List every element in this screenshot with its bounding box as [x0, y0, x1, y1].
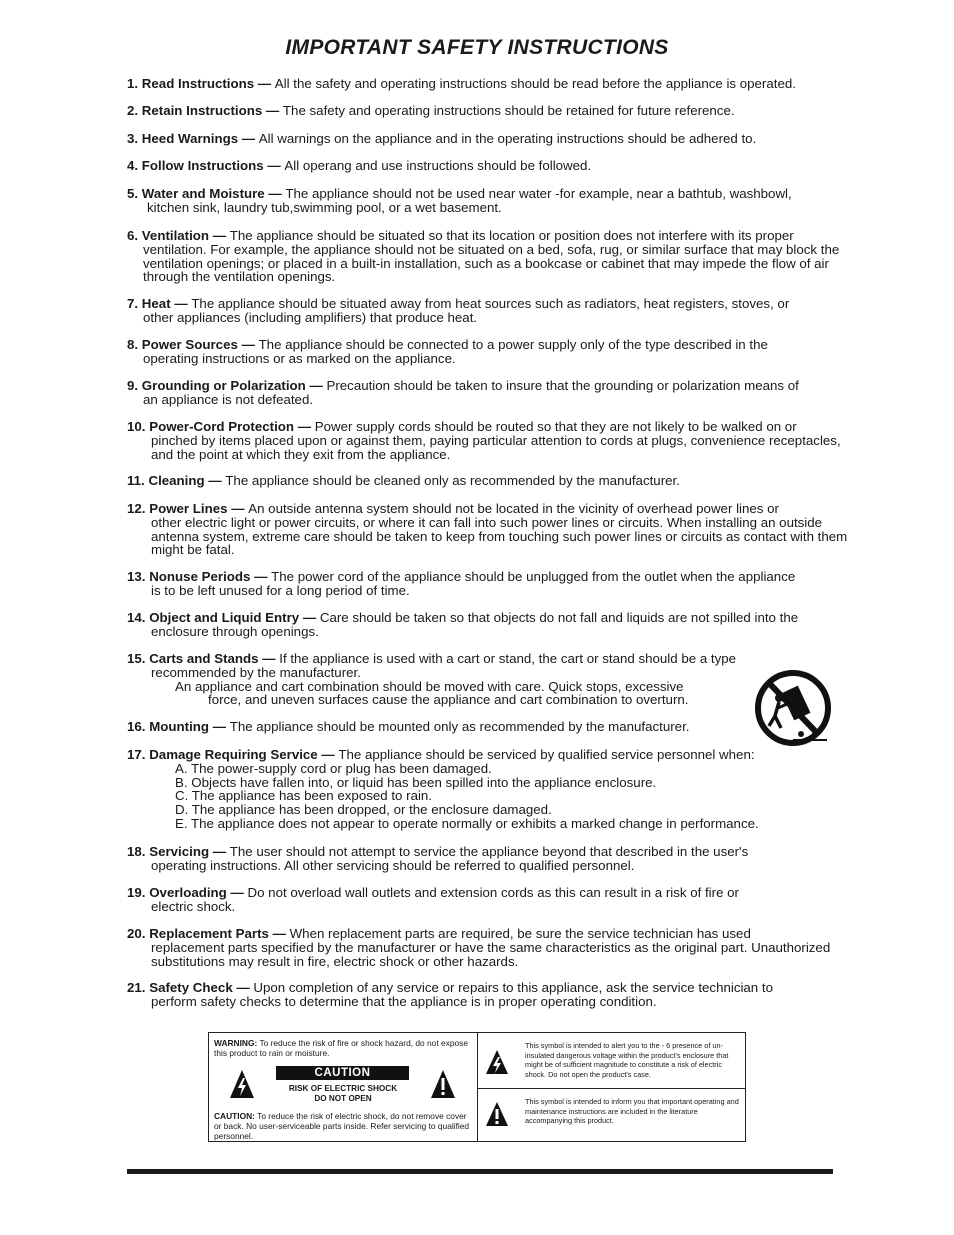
- item-number: 17.: [127, 747, 146, 762]
- item-number: 3.: [127, 131, 139, 146]
- item-heading: Object and Liquid Entry: [149, 610, 300, 625]
- item-heading: Follow Instructions: [141, 158, 264, 173]
- caution-label: CAUTION:: [214, 1111, 255, 1121]
- item-number: 6.: [127, 228, 139, 243]
- instruction-item: [127, 748, 852, 831]
- caution-band: CAUTION: [276, 1066, 409, 1080]
- item-number: 7.: [127, 296, 139, 311]
- instruction-item: [127, 927, 852, 968]
- item-subpoint: E. The appliance does not appear to operate normally or exhibits a marked change in performance.: [175, 815, 759, 831]
- symbol-legend-row: [478, 1033, 746, 1089]
- item-extra-text: An appliance and cart combination should be moved with care. Quick stops, excessive: [175, 678, 684, 694]
- item-heading: Carts and Stands: [149, 651, 259, 666]
- item-heading: Replacement Parts: [149, 926, 269, 941]
- instruction-item: [127, 420, 852, 461]
- item-number: 15.: [127, 651, 146, 666]
- item-continuation: operating instructions or as marked on the appliance.: [143, 350, 456, 366]
- item-continuation: kitchen sink, laundry tub,swimming pool, or a wet basement.: [147, 199, 502, 215]
- instruction-item: [127, 981, 852, 1009]
- item-dash: —: [227, 501, 249, 516]
- item-body: The appliance should be cleaned only as recommended by the manufacturer.: [225, 473, 680, 488]
- item-heading: Damage Requiring Service: [149, 747, 318, 762]
- caution-body: To reduce the risk of electric shock, do not remove cover or back. No user-serviceable parts inside. Refer servicing to qualified personnel.: [214, 1111, 470, 1141]
- warning-body: To reduce the risk of fire or shock hazard, do not expose this product to rain or moisture.: [214, 1038, 468, 1058]
- item-dash: —: [237, 337, 259, 352]
- symbol-description: This symbol is intended to inform you that important operating and maintenance instructions are included in the literature accompanying this product.: [525, 1097, 739, 1126]
- exclamation-triangle-icon: [430, 1069, 456, 1099]
- item-continuation: recommended by the manufacturer.: [151, 664, 361, 680]
- item-body: Do not overload wall outlets and extension cords as this can result in a risk of fire or: [247, 885, 739, 900]
- item-heading: Power Lines: [149, 501, 228, 516]
- item-number: 10.: [127, 419, 146, 434]
- item-dash: —: [238, 131, 259, 146]
- item-body: The appliance should be situated so that its location or position does not interfere with its proper: [229, 228, 794, 243]
- item-dash: —: [209, 228, 230, 243]
- instruction-item: [127, 229, 852, 284]
- item-continuation: replacement parts specified by the manufacturer or have the same characteristics as the original part. Unauthorized substitutions may result in fire, electric shock or other hazards.: [151, 939, 831, 969]
- cart-tipover-warning-icon: [753, 668, 833, 748]
- instruction-item: [127, 720, 852, 734]
- item-subpoint: B. Objects have fallen into, or liquid has been spilled into the appliance enclosure.: [175, 774, 657, 790]
- item-subpoint: C. The appliance has been exposed to rain.: [175, 788, 433, 804]
- item-extra-text: force, and uneven surfaces cause the appliance and cart combination to overturn.: [208, 692, 689, 708]
- item-body: The power cord of the appliance should be unplugged from the outlet when the appliance: [271, 569, 796, 584]
- item-dash: —: [268, 926, 290, 941]
- instruction-item: [127, 297, 852, 325]
- instruction-item: [127, 187, 852, 215]
- item-body: The appliance should be connected to a power supply only of the type described in the: [258, 337, 768, 352]
- item-continuation: pinched by items placed upon or against them, paying particular attention to cords at plugs, convenience receptacles, and the point at which they exit from the appliance.: [151, 432, 841, 462]
- item-heading: Retain Instructions: [141, 103, 263, 118]
- item-continuation: operating instructions. All other servicing should be referred to qualified personnel.: [151, 857, 635, 873]
- item-dash: —: [226, 885, 248, 900]
- item-heading: Servicing: [149, 844, 210, 859]
- item-number: 13.: [127, 569, 146, 584]
- item-heading: Heed Warnings: [141, 131, 239, 146]
- instruction-item: [127, 652, 777, 707]
- item-dash: —: [317, 747, 339, 762]
- item-heading: Power Sources: [141, 337, 238, 352]
- instruction-item: [127, 379, 852, 407]
- item-subpoint: D. The appliance has been dropped, or the enclosure damaged.: [175, 802, 552, 818]
- safety-warning-box: [208, 1032, 746, 1142]
- item-dash: —: [305, 378, 327, 393]
- risk-line: DO NOT OPEN: [314, 1094, 372, 1103]
- item-dash: —: [264, 186, 286, 201]
- footer-rule: [127, 1169, 833, 1174]
- lightning-triangle-icon: [229, 1069, 255, 1099]
- item-number: 1.: [127, 76, 139, 91]
- item-heading: Nonuse Periods: [149, 569, 251, 584]
- item-number: 8.: [127, 337, 139, 352]
- item-number: 5.: [127, 186, 139, 201]
- item-continuation: other appliances (including amplifiers) that produce heat.: [143, 309, 478, 325]
- instruction-item: [127, 845, 852, 873]
- item-dash: —: [299, 610, 320, 625]
- symbol-legend-panel: [478, 1033, 746, 1141]
- item-dash: —: [250, 569, 272, 584]
- instruction-item: [127, 886, 852, 914]
- caution-text: [214, 1111, 476, 1141]
- risk-of-shock-label: [264, 1084, 422, 1104]
- item-dash: —: [170, 296, 192, 311]
- item-body: All operang and use instructions should be followed.: [284, 158, 592, 173]
- lightning-triangle-icon: [485, 1049, 509, 1075]
- item-continuation: other electric light or power circuits, or where it can fall into such power lines or circuits. When installing an outside antenna system, extreme care should be taken to keep from touching such power lines or circuits as contact with them might be fatal.: [151, 514, 848, 558]
- instruction-item: [127, 570, 852, 598]
- item-number: 9.: [127, 378, 139, 393]
- risk-line: RISK OF ELECTRIC SHOCK: [288, 1084, 398, 1093]
- item-continuation: enclosure through openings.: [151, 623, 319, 639]
- item-body: The appliance should be situated away from heat sources such as radiators, heat registers, stoves, or: [191, 296, 790, 311]
- item-subpoint: A. The power-supply cord or plug has been damaged.: [175, 760, 492, 776]
- instruction-item: [127, 611, 852, 639]
- item-heading: Ventilation: [141, 228, 210, 243]
- item-body: Precaution should be taken to insure that the grounding or polarization means of: [326, 378, 799, 393]
- symbol-legend-row: [478, 1089, 746, 1141]
- item-body: Power supply cords should be routed so that they are not likely to be walked on or: [314, 419, 797, 434]
- item-number: 16.: [127, 719, 146, 734]
- item-heading: Water and Moisture: [141, 186, 265, 201]
- instruction-item: [127, 502, 852, 557]
- page-title: IMPORTANT SAFETY INSTRUCTIONS: [285, 36, 669, 59]
- item-continuation: an appliance is not defeated.: [143, 391, 314, 407]
- item-body: The appliance should be serviced by qualified service personnel when:: [338, 747, 755, 762]
- item-heading: Overloading: [149, 885, 227, 900]
- item-dash: —: [254, 76, 275, 91]
- item-number: 4.: [127, 158, 139, 173]
- instruction-item: [127, 338, 852, 366]
- instruction-item: [127, 132, 852, 146]
- item-heading: Mounting: [149, 719, 210, 734]
- item-number: 19.: [127, 885, 146, 900]
- exclamation-triangle-icon: [485, 1101, 509, 1127]
- item-number: 21.: [127, 980, 146, 995]
- instruction-item: [127, 159, 852, 173]
- item-heading: Heat: [141, 296, 171, 311]
- item-number: 2.: [127, 103, 139, 118]
- item-body: An outside antenna system should not be located in the vicinity of overhead power lines or: [248, 501, 779, 516]
- item-body: The user should not attempt to service the appliance beyond that described in the user's: [229, 844, 749, 859]
- item-dash: —: [204, 473, 226, 488]
- item-heading: Read Instructions: [141, 76, 255, 91]
- instruction-item: [127, 104, 852, 118]
- item-body: When replacement parts are required, be sure the service technician has used: [289, 926, 751, 941]
- item-heading: Power-Cord Protection: [149, 419, 295, 434]
- item-body: All the safety and operating instructions should be read before the appliance is operated.: [274, 76, 796, 91]
- item-heading: Safety Check: [149, 980, 233, 995]
- item-continuation: ventilation. For example, the appliance should not be situated on a bed, sofa, rug, or similar surface that may block the ventilation openings; or placed in a built-in installation, such as a bookcase or cabinet that may impede the flow of air through the ventilation openings.: [143, 241, 840, 285]
- caution-panel: [209, 1033, 478, 1141]
- instruction-item: [127, 77, 852, 91]
- symbol-description: This symbol is intended to alert you to the - 6 presence of un-insulated dangerous voltage within the product's enclosure that might be of sufficient magnitude to constitute a risk of electric shock. Do not open the product's case.: [525, 1041, 729, 1079]
- item-body: If the appliance is used with a cart or stand, the cart or stand should be a type: [279, 651, 737, 666]
- item-continuation: is to be left unused for a long period of time.: [151, 582, 410, 598]
- warning-label: WARNING:: [214, 1038, 258, 1048]
- item-body: The safety and operating instructions should be retained for future reference.: [282, 103, 735, 118]
- item-heading: Grounding or Polarization: [141, 378, 306, 393]
- item-number: 11.: [127, 473, 145, 488]
- instruction-item: [127, 474, 852, 488]
- item-body: The appliance should not be used near water -for example, near a bathtub, washbowl,: [285, 186, 792, 201]
- item-dash: —: [294, 419, 315, 434]
- item-body: Care should be taken so that objects do not fall and liquids are not spilled into the: [319, 610, 799, 625]
- item-continuation: electric shock.: [151, 898, 236, 914]
- item-body: Upon completion of any service or repairs to this appliance, ask the service technician to: [253, 980, 773, 995]
- item-number: 20.: [127, 926, 146, 941]
- item-dash: —: [258, 651, 280, 666]
- item-number: 12.: [127, 501, 146, 516]
- item-continuation: perform safety checks to determine that the appliance is in proper operating condition.: [151, 993, 657, 1009]
- item-body: The appliance should be mounted only as recommended by the manufacturer.: [229, 719, 690, 734]
- item-dash: —: [263, 158, 285, 173]
- item-body: All warnings on the appliance and in the operating instructions should be adhered to.: [258, 131, 757, 146]
- item-dash: —: [232, 980, 254, 995]
- item-number: 14.: [127, 610, 146, 625]
- item-dash: —: [262, 103, 283, 118]
- item-heading: Cleaning: [148, 473, 205, 488]
- warning-text: [214, 1038, 472, 1058]
- item-dash: —: [209, 844, 230, 859]
- item-dash: —: [209, 719, 230, 734]
- item-number: 18.: [127, 844, 146, 859]
